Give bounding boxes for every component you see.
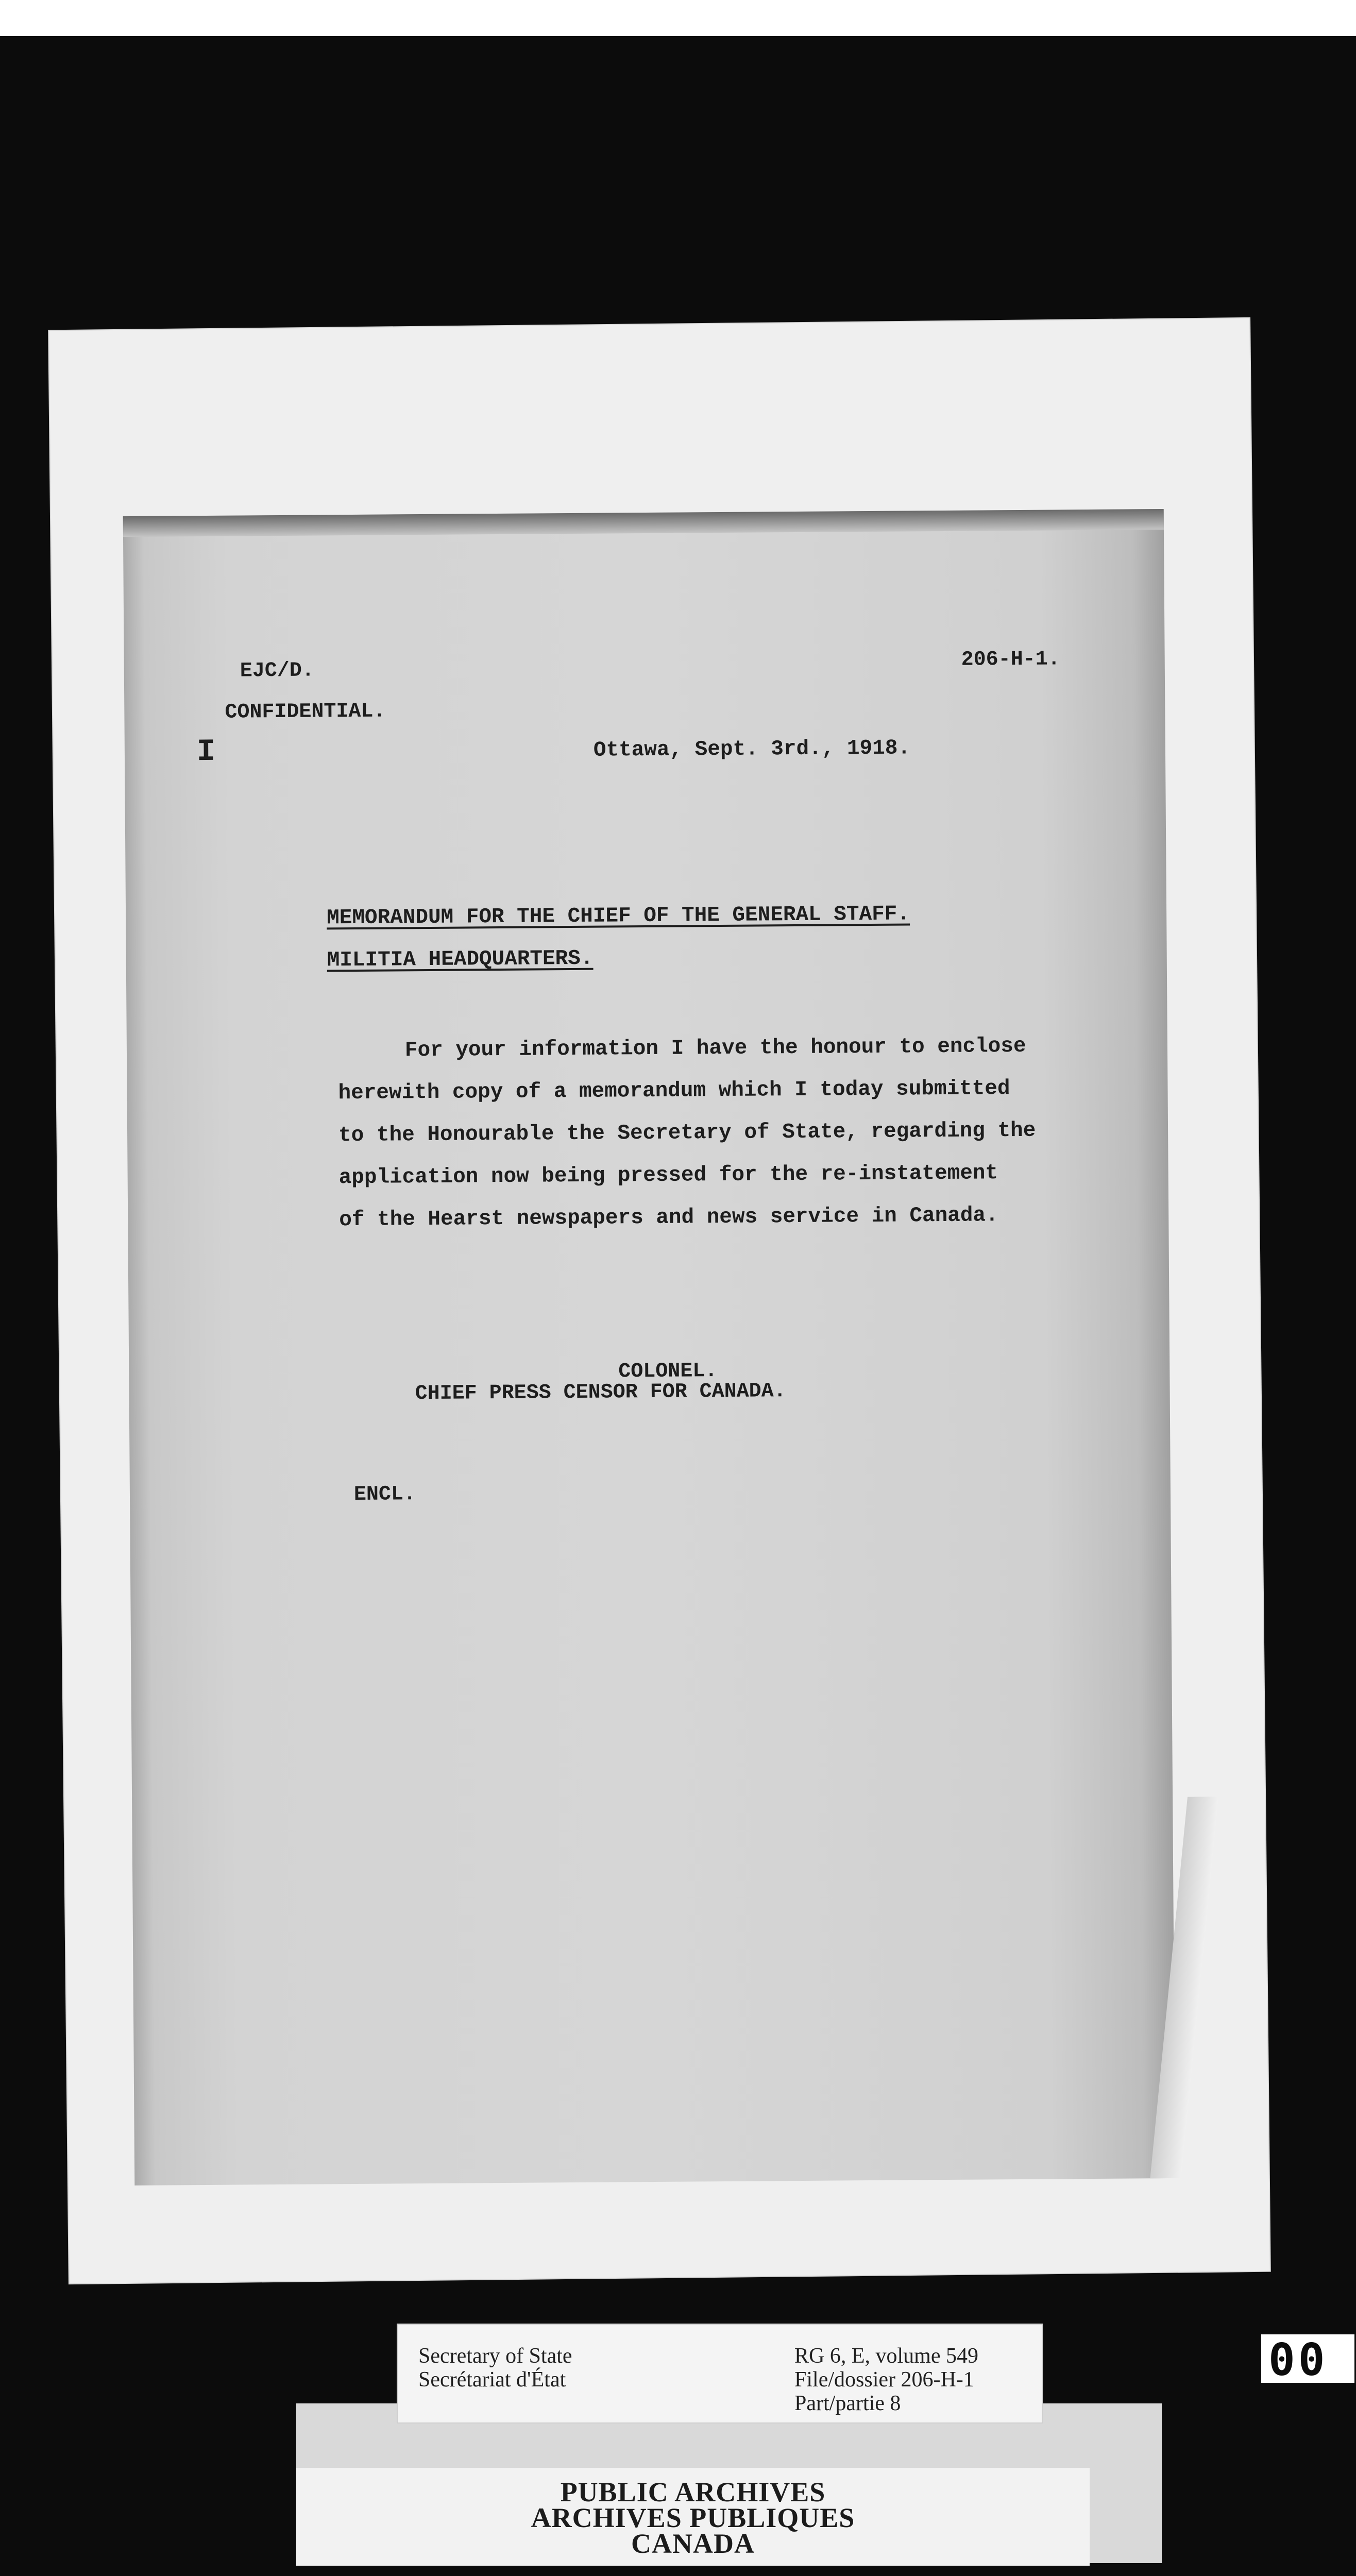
label-line: File/dossier 206-H-1 — [794, 2368, 974, 2392]
margin-mark: I — [196, 734, 216, 770]
stamp-line: PUBLIC ARCHIVES — [560, 2477, 826, 2507]
reference-initials: EJC/D. — [240, 659, 315, 683]
signature-title: CHIEF PRESS CENSOR FOR CANADA. — [415, 1380, 786, 1406]
body-line: For your information I have the honour to enclose — [404, 1034, 1026, 1063]
label-line: Secretary of State — [418, 2344, 572, 2368]
body-line: to the Honourable the Secretary of State, regarding the — [338, 1118, 1036, 1148]
archive-reference-label — [397, 2324, 1043, 2424]
classification-label: CONFIDENTIAL. — [225, 700, 386, 724]
label-file-reference — [794, 2344, 978, 2415]
memo-subheading: MILITIA HEADQUARTERS. — [327, 946, 594, 973]
frame-counter: 00 — [1260, 2333, 1356, 2384]
enclosure-note: ENCL. — [353, 1483, 416, 1507]
label-line: Secrétariat d'État — [418, 2368, 566, 2392]
date-line: Ottawa, Sept. 3rd., 1918. — [593, 736, 911, 762]
body-line: of the Hearst newspapers and news service in Canada. — [339, 1204, 998, 1232]
archive-stamp — [296, 2468, 1090, 2566]
stamp-line: CANADA — [631, 2528, 755, 2559]
memo-document — [123, 509, 1176, 2185]
body-line: application now being pressed for the re-instatement — [338, 1161, 998, 1190]
memo-heading: MEMORANDUM FOR THE CHIEF OF THE GENERAL STAFF. — [327, 902, 910, 930]
label-line: Part/partie 8 — [794, 2392, 901, 2415]
memo-body — [338, 1025, 1102, 1241]
file-number: 206-H-1. — [961, 648, 1060, 672]
label-department — [418, 2344, 572, 2392]
label-line: RG 6, E, volume 549 — [794, 2344, 978, 2368]
body-line: herewith copy of a memorandum which I today submitted — [338, 1077, 1010, 1106]
stamp-line: ARCHIVES PUBLIQUES — [531, 2502, 855, 2533]
signature-rank: COLONEL. — [618, 1360, 718, 1384]
